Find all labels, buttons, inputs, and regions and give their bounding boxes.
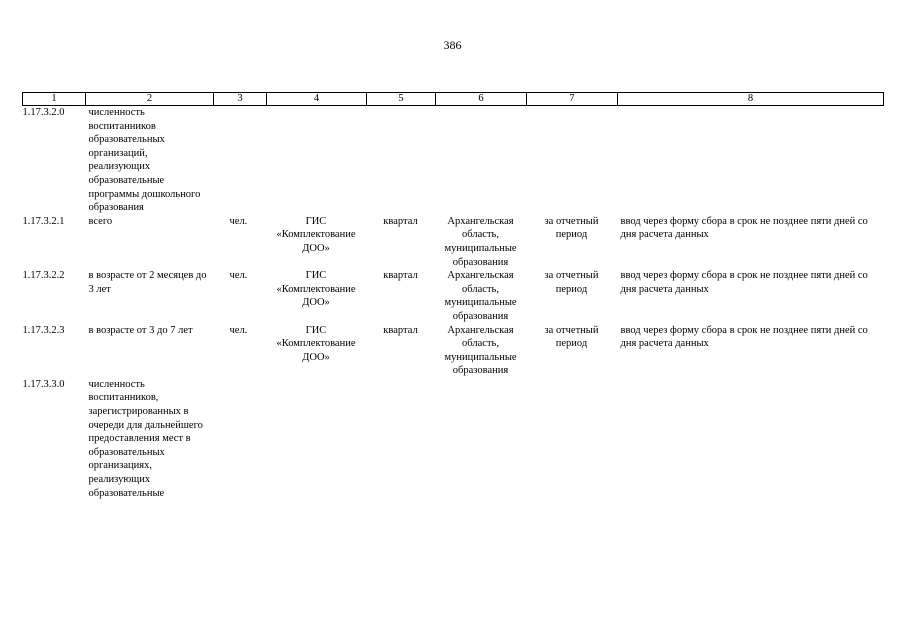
column-header: 7 bbox=[527, 93, 618, 106]
indicator-unit: чел. bbox=[229, 324, 248, 336]
indicator-period: квартал bbox=[383, 324, 418, 336]
indicator-date: за отчетный период bbox=[544, 270, 599, 295]
table-header-row bbox=[23, 93, 884, 106]
column-header: 5 bbox=[367, 93, 436, 106]
indicator-code: 1.17.3.2.3 bbox=[22, 324, 65, 336]
column-header: 2 bbox=[86, 93, 214, 106]
indicator-level bbox=[436, 106, 527, 215]
indicator-code: 1.17.3.2.1 bbox=[22, 215, 65, 227]
indicator-method bbox=[618, 106, 884, 215]
indicator-code: 1.17.3.2.2 bbox=[22, 270, 65, 282]
column-header: 6 bbox=[436, 93, 527, 106]
indicator-unit: чел. bbox=[229, 270, 248, 282]
indicator-level: Архангельская область, муниципальные образования bbox=[444, 215, 517, 268]
indicator-date bbox=[527, 378, 618, 500]
indicator-source: ГИС «Комплектование ДОО» bbox=[276, 215, 356, 254]
table-row bbox=[23, 324, 884, 378]
page-number: 386 bbox=[443, 38, 462, 52]
indicators-table bbox=[22, 92, 884, 500]
column-header: 1 bbox=[23, 93, 86, 106]
indicator-source bbox=[267, 106, 367, 215]
indicator-name: в возрасте от 3 до 7 лет bbox=[88, 324, 193, 336]
indicator-period: квартал bbox=[383, 215, 418, 227]
indicator-unit: чел. bbox=[229, 215, 248, 227]
indicator-period bbox=[367, 378, 436, 500]
indicator-date: за отчетный период bbox=[544, 324, 599, 350]
indicator-method: ввод через форму сбора в срок не позднее пяти дней со дня расчета данных bbox=[620, 270, 868, 295]
indicator-method bbox=[618, 378, 884, 500]
indicator-level: Архангельская область, муниципальные образования bbox=[444, 270, 517, 322]
column-header: 3 bbox=[214, 93, 267, 106]
indicator-unit bbox=[214, 106, 267, 215]
indicator-date: за отчетный период bbox=[544, 215, 599, 241]
indicator-code: 1.17.3.3.0 bbox=[22, 378, 65, 390]
indicator-source: ГИС «Комплектование ДОО» bbox=[276, 324, 356, 363]
indicator-source: ГИС «Комплектование ДОО» bbox=[276, 270, 356, 309]
indicator-period: квартал bbox=[383, 270, 418, 282]
table-row bbox=[23, 106, 884, 215]
column-header: 8 bbox=[618, 93, 884, 106]
indicator-unit bbox=[214, 378, 267, 500]
table-row bbox=[23, 378, 884, 500]
indicator-name: в возрасте от 2 месяцев до 3 лет bbox=[88, 270, 207, 295]
indicator-level bbox=[436, 378, 527, 500]
indicator-source bbox=[267, 378, 367, 500]
indicator-name: численность воспитанников, зарегистрированных в очереди для дальнейшего предоставления мест в образовательных организациях, реализующих образовательные bbox=[88, 378, 203, 499]
column-header: 4 bbox=[267, 93, 367, 106]
table-row bbox=[23, 215, 884, 269]
indicator-date bbox=[527, 106, 618, 215]
indicator-name: численность воспитанников образовательных организаций, реализующих образовательные программы дошкольного образования bbox=[88, 107, 201, 214]
indicator-period bbox=[367, 106, 436, 215]
table-row bbox=[23, 269, 884, 323]
indicator-level: Архангельская область, муниципальные образования bbox=[444, 324, 517, 377]
indicator-method: ввод через форму сбора в срок не позднее пяти дней со дня расчета данных bbox=[620, 324, 868, 350]
indicator-code: 1.17.3.2.0 bbox=[22, 107, 65, 118]
indicator-name: всего bbox=[88, 215, 113, 227]
indicator-method: ввод через форму сбора в срок не позднее пяти дней со дня расчета данных bbox=[620, 215, 868, 241]
